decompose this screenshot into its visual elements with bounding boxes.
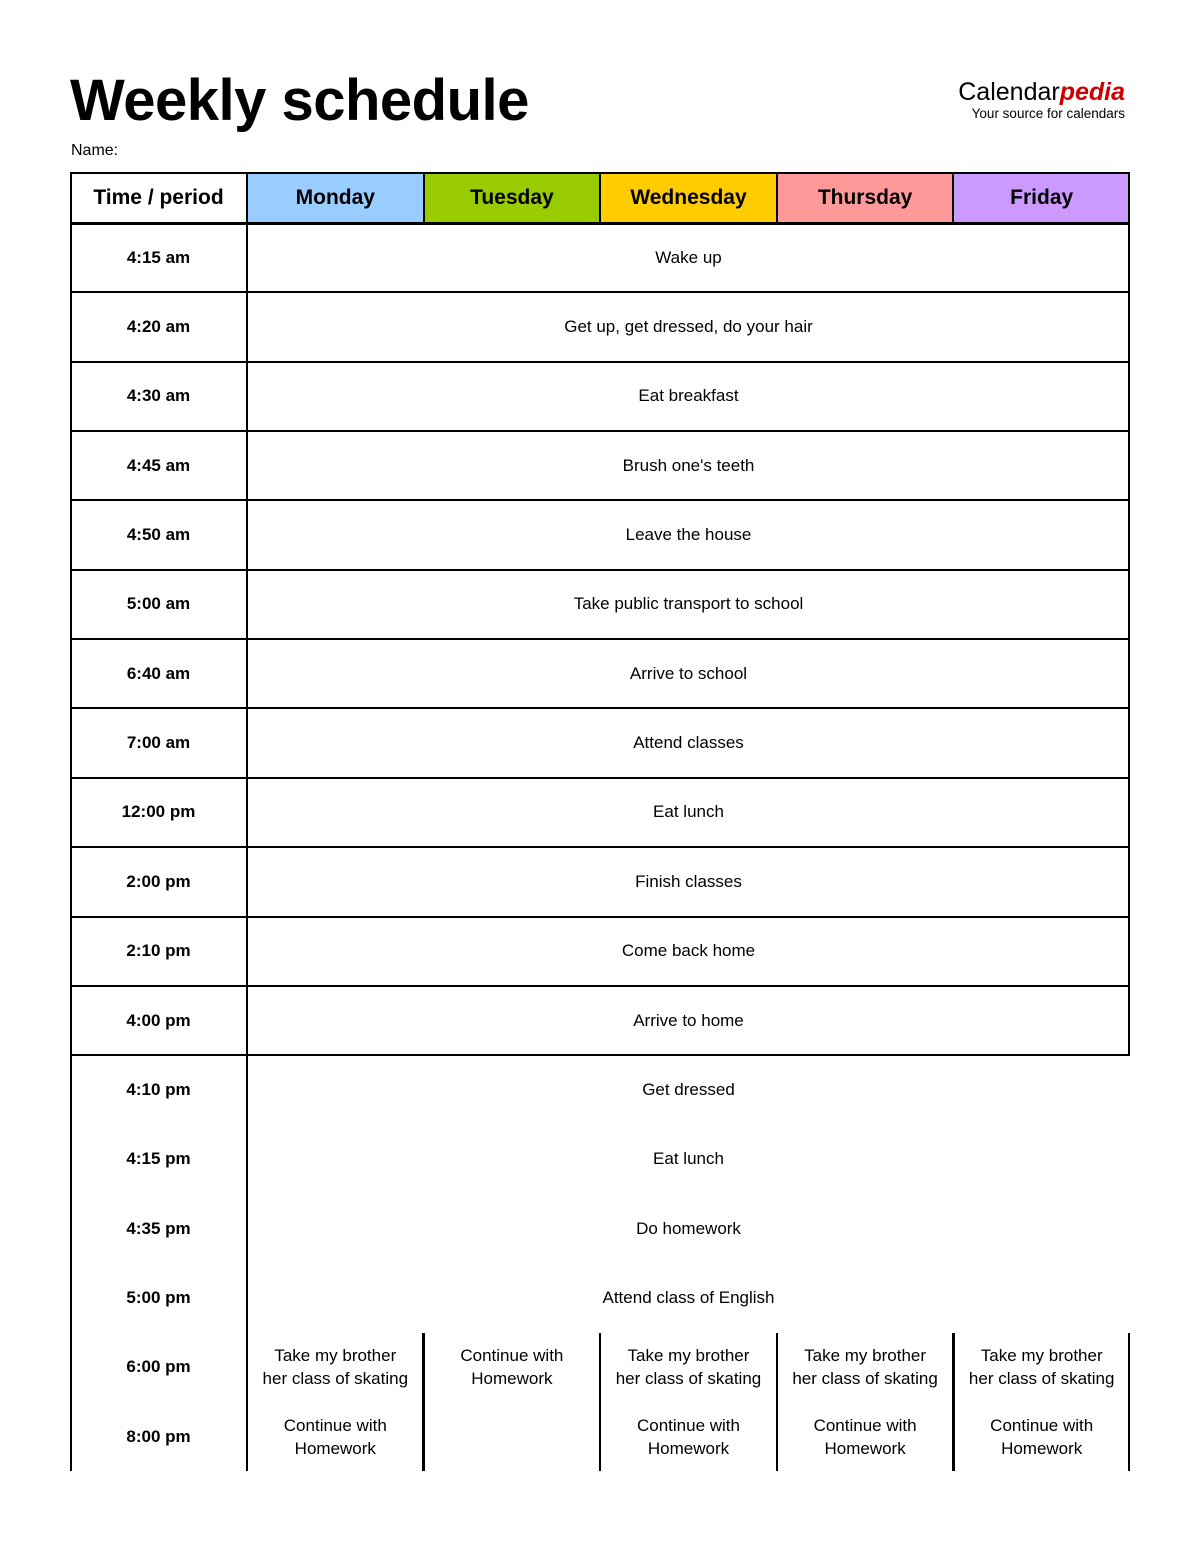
brand-main: Calendar (958, 78, 1060, 106)
time-cell: 2:00 pm (126, 871, 191, 891)
row-divider (70, 777, 1130, 779)
activity-cell: Brush one's teeth (622, 455, 755, 475)
activity-cell: Attend classes (633, 733, 744, 753)
time-cell: 6:00 pm (126, 1357, 191, 1377)
activity-line: Homework (1001, 1438, 1083, 1458)
time-cell: 4:10 pm (126, 1079, 191, 1099)
column-divider (423, 172, 425, 223)
row-divider (70, 916, 1130, 918)
time-cell: 7:00 am (126, 733, 191, 753)
activity-cell: Finish classes (635, 871, 742, 891)
day-activity-cell (424, 1402, 601, 1471)
schedule-table (70, 172, 1130, 1474)
activity-line: Take my brother (274, 1346, 397, 1366)
day-activity-cell (777, 1402, 954, 1471)
row-divider (70, 638, 1130, 640)
activity-line: Take my brother (627, 1346, 750, 1366)
activity-cell: Eat lunch (653, 802, 724, 822)
day-activity-cell (600, 1402, 777, 1471)
time-cell: 4:35 pm (126, 1218, 191, 1238)
header-day-friday: Friday (953, 172, 1130, 223)
activity-cell: Wake up (655, 247, 722, 267)
activity-line: her class of skating (615, 1369, 762, 1389)
activity-line: Continue with (636, 1415, 740, 1435)
row-divider (70, 846, 1130, 848)
day-activity-cell (247, 1402, 424, 1471)
activity-cell: Come back home (621, 941, 756, 961)
activity-line: Continue with (283, 1415, 387, 1435)
activity-line: Take my brother (980, 1346, 1103, 1366)
column-divider (952, 172, 954, 223)
activity-line: Homework (824, 1438, 906, 1458)
column-divider (776, 1333, 779, 1472)
header-day-wednesday: Wednesday (600, 172, 777, 223)
time-cell: 4:15 pm (126, 1149, 191, 1169)
activity-cell: Arrive to home (633, 1010, 744, 1030)
activity-line: Homework (647, 1438, 730, 1458)
activity-line: her class of skating (262, 1369, 409, 1389)
activity-line: Take my brother (804, 1346, 927, 1366)
day-activity-cell (777, 1333, 954, 1402)
page-title: Weekly schedule (70, 68, 529, 133)
header-day-monday: Monday (247, 172, 424, 223)
activity-cell: Get up, get dressed, do your hair (564, 317, 813, 337)
row-divider (70, 499, 1130, 501)
activity-line: her class of skating (792, 1369, 938, 1389)
time-cell: 2:10 pm (126, 941, 191, 961)
activity-cell: Eat breakfast (638, 386, 739, 406)
activity-line: Continue with (813, 1415, 917, 1435)
activity-cell: Get dressed (642, 1079, 735, 1099)
time-cell: 5:00 am (126, 594, 191, 614)
activity-line: Homework (294, 1438, 376, 1458)
day-activity-cell (247, 1333, 424, 1402)
activity-cell: Attend class of English (602, 1287, 775, 1307)
activity-line: Continue with (990, 1415, 1094, 1435)
row-divider (70, 707, 1130, 709)
activity-line: Homework (471, 1369, 553, 1389)
brand-accent: pedia (1059, 78, 1125, 106)
activity-cell: Leave the house (625, 525, 752, 545)
column-divider (599, 172, 601, 223)
column-divider (599, 1333, 602, 1472)
time-cell: 12:00 pm (121, 802, 196, 822)
activity-line: her class of skating (968, 1369, 1115, 1389)
time-cell: 4:15 am (126, 247, 191, 267)
day-activity-cell (953, 1402, 1130, 1471)
activity-cell: Arrive to school (629, 663, 748, 683)
column-divider (952, 1333, 955, 1472)
brand-logo[interactable] (958, 80, 1125, 121)
brand-tagline: Your source for calendars (971, 106, 1125, 121)
row-divider (70, 291, 1130, 293)
activity-cell: Do homework (636, 1218, 741, 1238)
header-time-period: Time / period (93, 185, 224, 209)
time-cell: 4:30 am (126, 386, 191, 406)
time-cell: 5:00 pm (126, 1287, 191, 1307)
row-divider (70, 985, 1130, 987)
header-day-thursday: Thursday (777, 172, 954, 223)
row-divider (70, 569, 1130, 571)
time-cell: 4:00 pm (126, 1010, 191, 1030)
row-divider (70, 430, 1130, 432)
time-cell: 4:50 am (126, 525, 191, 545)
column-divider (246, 172, 249, 1471)
column-divider (422, 1333, 425, 1472)
column-divider (1128, 1333, 1131, 1472)
time-cell: 6:40 am (126, 663, 191, 683)
day-activity-cell (424, 1333, 601, 1402)
row-divider (70, 361, 1130, 363)
activity-cell: Eat lunch (653, 1149, 724, 1169)
column-divider (70, 172, 73, 1471)
time-cell: 8:00 pm (126, 1426, 191, 1446)
column-divider (776, 172, 778, 223)
day-activity-cell (953, 1333, 1130, 1402)
activity-cell: Take public transport to school (573, 594, 804, 614)
name-label: Name: (71, 142, 119, 159)
header-day-tuesday: Tuesday (424, 172, 601, 223)
row-divider (70, 1054, 1130, 1057)
time-cell: 4:20 am (126, 317, 191, 337)
activity-line: Continue with (460, 1346, 564, 1366)
column-divider (1128, 172, 1131, 1055)
time-cell: 4:45 am (126, 455, 191, 475)
day-activity-cell (600, 1333, 777, 1402)
